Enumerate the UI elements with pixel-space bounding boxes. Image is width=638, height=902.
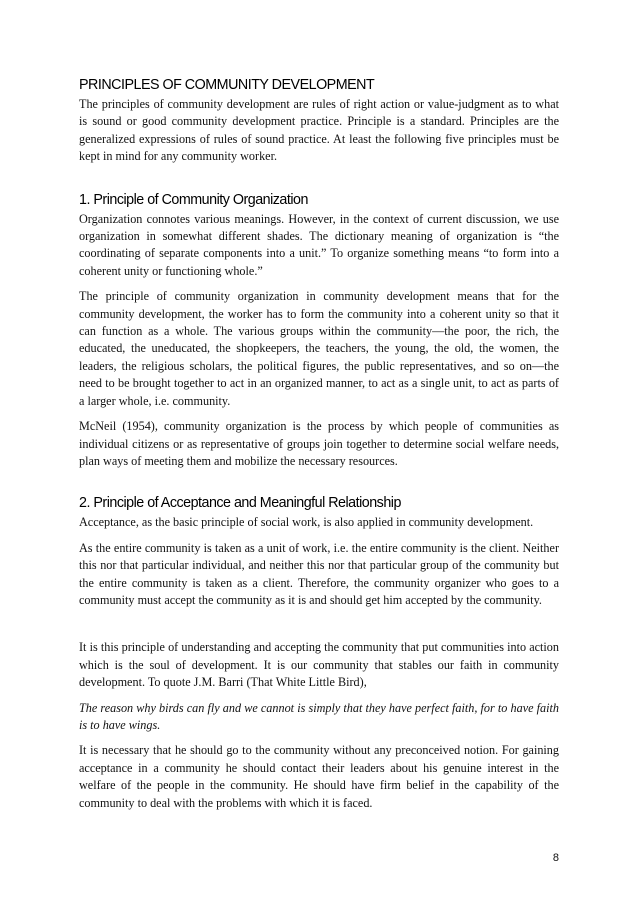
section-1-paragraph-1: Organization connotes various meanings. However, in the context of current discussion, we use organization in somewhat different shades. The dictionary meaning of organization is “the coordinating of separate components into a unit.” To organize something means “to form into a coherent unity or functioning whole.”: [79, 211, 559, 278]
section-1-paragraph-3: McNeil (1954), community organization is the process by which people of communities as individual citizens or as representative of groups join together to determine social welfare needs, plan ways of meeting them and mobilize the necessary resources.: [79, 419, 559, 468]
spacer: [79, 609, 559, 639]
intro-paragraph: The principles of community development are rules of right action or value-judgment as to what is sound or good community development practice. Principle is a standard. Principles are the generalized expressions of rules of sound practice. At least the following five principles must be kept in mind for any community worker.: [79, 97, 559, 164]
document-title: PRINCIPLES OF COMMUNITY DEVELOPMENT: [79, 77, 375, 93]
spacer: [79, 166, 559, 191]
section-2-paragraph-2: As the entire community is taken as a unit of work, i.e. the entire community is the client. Neither this nor that particular individual, and neither this nor that particular group of the community but the entire community is taken as a client. Therefore, the community organizer who goes to a community must accept the community as it is and should get him accepted by the community.: [79, 540, 559, 607]
section-1-heading: 1. Principle of Community Organization: [79, 191, 308, 208]
page-number: 8: [552, 852, 559, 864]
section-2-heading: 2. Principle of Acceptance and Meaningful Relationship: [79, 495, 401, 512]
section-2-paragraph-3: It is this principle of understanding and accepting the community that put communities into action which is the soul of development. It is our community that stables our faith in community development. To quote J.M. Barri (That White Little Bird),: [79, 640, 559, 690]
spacer: [79, 470, 559, 494]
section-2-paragraph-4: It is necessary that he should go to the community without any preconceived notion. For gaining acceptance in a community he should contact their leaders about his genuine interest in the welfare of the people in the community. He should have firm belief in the capability of the community to deal with the problems with which it is faced.: [79, 743, 559, 810]
barrie-quote: The reason why birds can fly and we cannot is simply that they have perfect faith, for to have faith is to have wings.: [79, 700, 559, 732]
section-1-paragraph-2: The principle of community organization in community development means that for the community development, the worker has to form the community into a coherent unity so that it can function as a whole. The various groups within the community—the poor, the rich, the educated, the uneducated, the shopkeepers, the teachers, the young, the old, the women, the leaders, the religious scholars, the political figures, the public representatives, and so on—the need to be brought together to act in an organized manner, to act as a single unit, to act as parts of a larger whole, i.e. community.: [79, 289, 559, 408]
section-2-paragraph-1: Acceptance, as the basic principle of social work, is also applied in community development.: [79, 515, 534, 530]
